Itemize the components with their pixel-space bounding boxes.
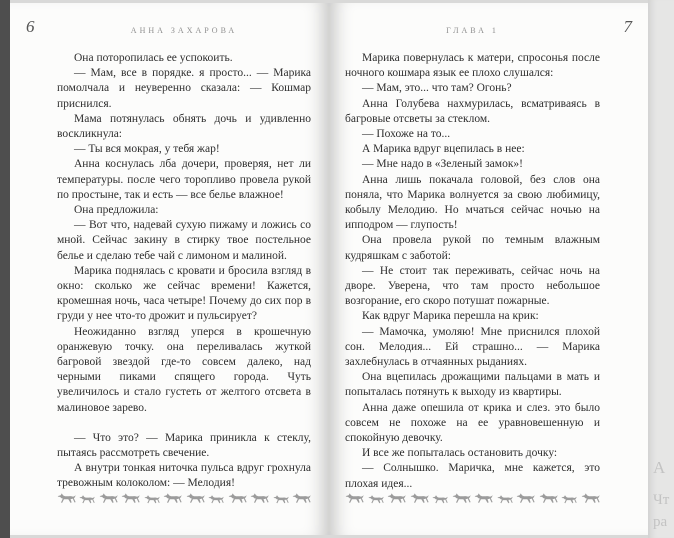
paragraph: — Мам, это... что там? Огонь? [362, 82, 512, 95]
paragraph: А Марика вдруг вцепилась в нее: [362, 143, 525, 156]
paragraph: Как вдруг Марика перешла на крик: [362, 310, 539, 323]
horse-icon [474, 492, 493, 505]
horse-icon [581, 492, 600, 505]
page-text [345, 51, 600, 492]
next-page-text-fragment: Чт [653, 492, 670, 508]
paragraph: — Ты вся мокрая, у тебя жар! [74, 143, 220, 156]
next-page-preview[interactable] [648, 0, 674, 538]
paragraph: — Солнышко. Маричка, мне кажется, это плохая идея... [345, 462, 600, 490]
paragraph: А внутри тонкая ниточка пульса вдруг грохнула тревожным колоколом: — Мелодия! [57, 462, 311, 490]
horse-icon [539, 492, 558, 505]
running-header: ГЛАВА 1 [446, 26, 499, 35]
horse-icon [99, 492, 118, 505]
horse-icon [250, 492, 269, 505]
paragraph: Анна Голубева нахмурилась, всматриваясь в багровые отсветы за стеклом. [345, 97, 600, 125]
horse-frieze [57, 490, 311, 505]
running-header: АННА ЗАХАРОВА [130, 26, 238, 35]
paragraph: — Вот что, надевай сухую пижаму и ложись со мной. Сейчас закину в стирку твое постельное белье и сделаю тебе чай с лимоном и малиной. [57, 219, 311, 262]
page-left [10, 3, 329, 535]
horse-icon [410, 492, 429, 505]
horse-icon [516, 492, 535, 505]
next-page-text-fragment: ра [653, 514, 668, 530]
horse-icon [432, 494, 448, 505]
horse-icon [57, 492, 76, 505]
paragraph: — Что это? — Марика приникла к стеклу, пытаясь рассмотреть свечение. [57, 431, 311, 460]
paragraph: Она провела рукой по темным влажным кудряшкам с заботой: [345, 234, 600, 262]
horse-icon [368, 494, 384, 505]
paragraph: Анна коснулась лба дочери, проверяя, нет ли температуры. после чего торопливо провела рукой по простыне, так и есть — все белье влажное! [57, 158, 311, 201]
paragraph: — Не стоит так переживать, сейчас ночь на дворе. Уверена, что там просто небольшое возгорание, его скоро потушат пожарные. [345, 264, 600, 308]
horse-icon [561, 494, 577, 505]
horse-icon [345, 492, 364, 505]
paragraph: Анна лишь покачала головой, без слов она поняла, что Марика волнуется за свою любимицу, кобылу Мелодию. Но мчаться сейчас ночью на ипподром — глупость! [345, 173, 600, 232]
paragraph: — Похоже на то... [362, 128, 451, 141]
next-page-text-fragment: А [653, 458, 666, 477]
paragraph: И все же попыталась остановить дочку: [362, 447, 558, 460]
page-number: 6 [26, 17, 35, 36]
book-spread [10, 3, 648, 535]
horse-icon [228, 492, 247, 505]
horse-icon [186, 492, 205, 505]
paragraph: Марика повернулась к матери, спросонья после ночного кошмара язык ее плохо слушался: [345, 52, 600, 80]
horse-frieze [345, 490, 600, 505]
paragraph: Марика поднялась с кровати и бросила взгляд в окно: сколько же сейчас времени! Кажется, кромешная ночь, часа четыре! Почему до сих пор в груди у нее что-то дрожит и пульсирует? [57, 264, 311, 323]
horse-icon [208, 494, 224, 505]
page-text [57, 51, 311, 492]
paragraph: Она предложила: [74, 204, 159, 217]
horse-icon [273, 494, 289, 505]
horse-icon [497, 494, 513, 505]
horse-icon [121, 492, 140, 505]
paragraph: Мама потянулась обнять дочь и удивленно воскликнула: [57, 112, 311, 141]
paragraph: — Мне надо в «Зеленый замок»! [362, 158, 523, 171]
paragraph: — Мамочка, умоляю! Мне приснился плохой сон. Мелодия... Ей страшно... — Марика захлебнулась в отчаянных рыданиях. [345, 325, 600, 369]
paragraph: Она вцепилась дрожащими пальцами в мать и попыталась потянуть к выходу из квартиры. [345, 371, 600, 399]
horse-icon [144, 494, 160, 505]
page-right [329, 3, 648, 535]
paragraph: — Мам, все в порядке. я просто... — Марика помолчала и неуверенно сказала: — Кошмар приснился. [57, 67, 311, 110]
paragraph: Неожиданно взгляд уперся в крошечную оранжевую точку. она переливалась жуткой багровой звездой где-то совсем далеко, над черными пиками спящего города. Чуть увеличилось и стало густеть от желтого отсвета в малиновое зарево. [57, 325, 311, 414]
paragraph: Она поторопилась ее успокоить. [74, 52, 233, 64]
horse-icon [163, 492, 182, 505]
paragraph: Анна даже опешила от крика и слез. это было совсем не похоже на ее уравновешенную и спокойную девочку. [345, 401, 600, 445]
horse-icon [452, 492, 471, 505]
horse-icon [292, 492, 311, 505]
book-spine-edge [0, 0, 10, 538]
horse-icon [387, 492, 406, 505]
page-number: 7 [623, 17, 632, 36]
horse-icon [79, 494, 95, 505]
